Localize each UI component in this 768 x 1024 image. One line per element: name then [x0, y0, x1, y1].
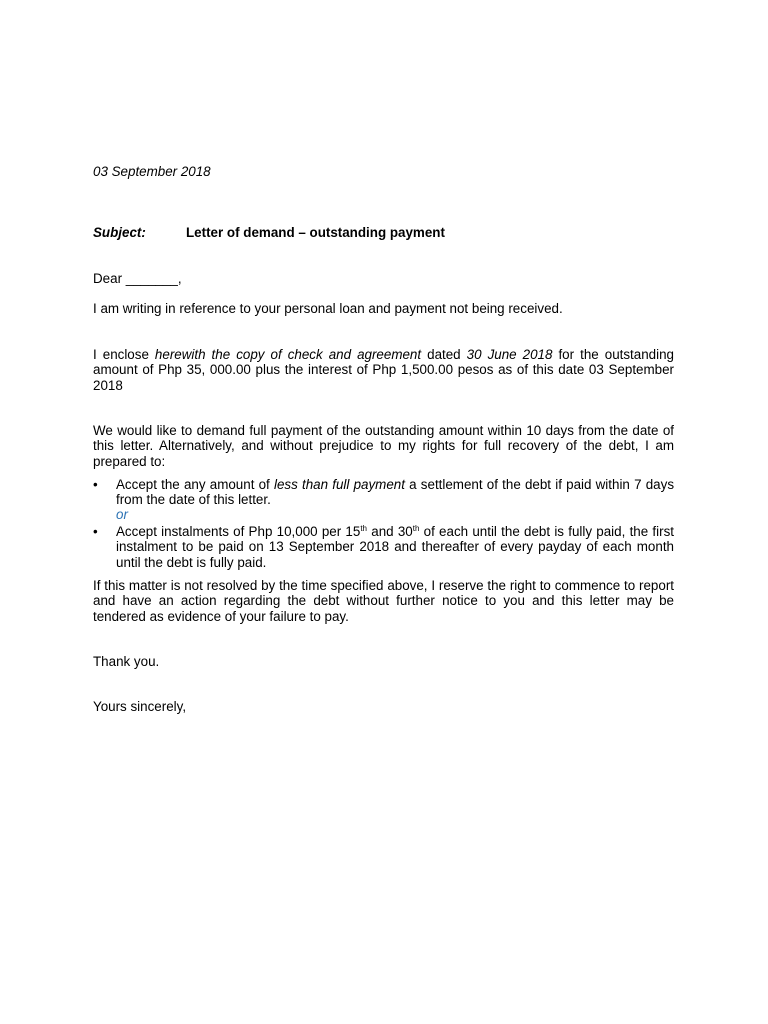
salutation: Dear _______,	[93, 271, 182, 286]
subject-line	[93, 225, 445, 241]
paragraph-reference: I am writing in reference to your personal loan and payment not being received.	[93, 301, 563, 316]
or-separator: or	[116, 507, 128, 522]
bullet-icon: •	[93, 477, 98, 492]
bullet-icon: •	[93, 524, 98, 539]
thank-you-line: Thank you.	[93, 654, 160, 669]
letter-date: 03 September 2018	[93, 164, 211, 179]
bullet-text: Accept the any amount of less than full payment a settlement of the debt if paid within 7 days from the date of this letter.	[116, 477, 675, 508]
closing-line: Yours sincerely,	[93, 699, 187, 714]
paragraph-warning: If this matter is not resolved by the time specified above, I reserve the right to commence to report and have an action regarding the debt without further notice to you and this letter may be tendered as evidence of your failure to pay.	[93, 578, 674, 624]
bullet-item-partial-payment	[93, 477, 674, 508]
paragraph-demand: We would like to demand full payment of the outstanding amount within 10 days from the date of this letter. Alternatively, and without prejudice to my rights for full recovery of the debt, I am prepared to:	[93, 423, 674, 469]
paragraph-enclosure: I enclose herewith the copy of check and agreement dated 30 June 2018 for the outstanding amount of Php 35, 000.00 plus the interest of Php 1,500.00 pesos as of this date 03 September 2018	[93, 347, 674, 393]
subject-text: Letter of demand – outstanding payment	[186, 225, 445, 240]
bullet-text: Accept instalments of Php 10,000 per 15th and 30th of each until the debt is fully paid, the first instalment to be paid on 13 September 2018 and thereafter of every payday of each month until the debt is fully paid.	[116, 524, 674, 570]
subject-label: Subject:	[93, 225, 146, 240]
bullet-item-instalments	[93, 524, 674, 570]
